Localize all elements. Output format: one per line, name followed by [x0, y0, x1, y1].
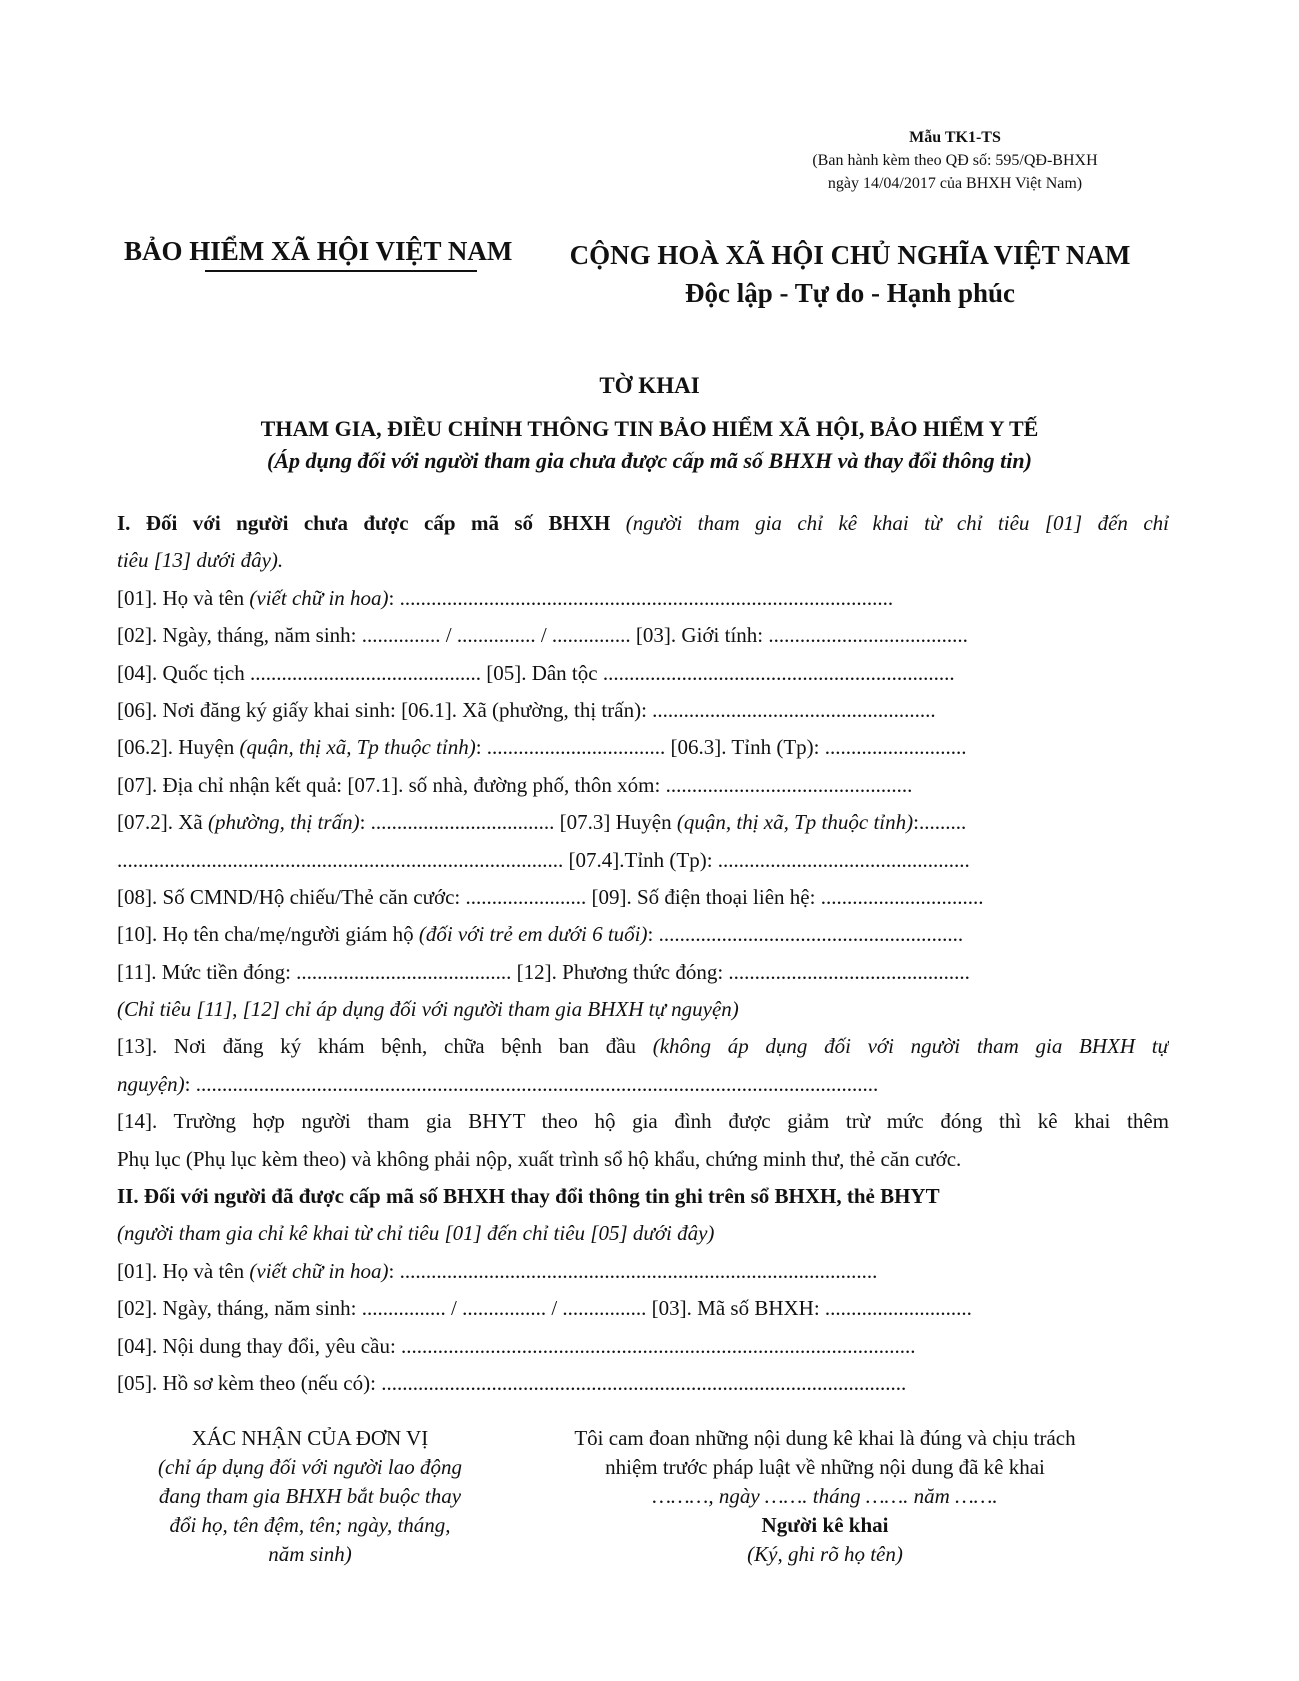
form-line-text: nguyện) — [117, 1071, 185, 1096]
form-line-text: (Chỉ tiêu [11], [12] chỉ áp dụng đối với người tham gia BHXH tự nguyện) — [117, 997, 739, 1022]
form-line — [117, 1028, 1169, 1065]
form-line-text: Phụ lục (Phụ lục kèm theo) và không phải nộp, xuất trình sổ hộ khẩu, chứng minh thư, thẻ căn cước. — [117, 1146, 962, 1171]
form-line — [117, 879, 1169, 916]
form-line-text: [04]. Quốc tịch ............................................ [05]. Dân tộc ................................................................... — [117, 660, 955, 685]
form-line-text: : .................................................................................................................................. — [184, 1071, 879, 1096]
form-line-text: tiêu [13] dưới đây). — [117, 548, 284, 573]
form-line — [117, 1103, 1169, 1140]
form-line — [117, 729, 1169, 766]
form-line — [117, 580, 1169, 617]
form-line-text: [04]. Nội dung thay đổi, yêu cầu: .................................................................................................. — [117, 1333, 916, 1358]
document-title: TỜ KHAI — [599, 373, 700, 398]
form-code-block — [800, 126, 1110, 195]
form-line-text: (quận, thị xã, Tp thuộc tỉnh) — [676, 810, 914, 835]
motto: Độc lập - Tự do - Hạnh phúc — [684, 278, 1016, 308]
form-line-text: [10]. Họ tên cha/mẹ/người giám hộ — [117, 922, 419, 947]
document-subtitle: THAM GIA, ĐIỀU CHỈNH THÔNG TIN BẢO HIỂM XÃ HỘI, BẢO HIỂM Y TẾ — [260, 416, 1039, 441]
form-line-text: [02]. Ngày, tháng, năm sinh: ................ / ................ / ................ [03]. Mã số BHXH: ............................ — [117, 1296, 972, 1321]
form-line — [117, 1290, 1169, 1327]
form-line — [117, 804, 1169, 841]
declarant-block — [520, 1424, 1130, 1569]
form-line-text: ..................................................................................... [07.4].Tỉnh (Tp): ................................................ — [117, 847, 970, 872]
form-line — [117, 655, 1169, 692]
form-line — [117, 991, 1169, 1028]
form-line-text: I. Đối với người chưa được cấp mã số BHXH — [117, 511, 611, 535]
form-line-text: [11]. Mức tiền đóng: ......................................... [12]. Phương thức đóng: .............................................. — [117, 959, 970, 984]
form-line — [117, 954, 1169, 991]
unit-confirmation-note: đang tham gia BHXH bắt buộc thay — [158, 1484, 462, 1508]
form-line-text: (không áp dụng đối với người tham gia BHXH tự — [652, 1034, 1169, 1059]
form-line-text: [08]. Số CMND/Hộ chiếu/Thẻ căn cước: ....................... [09]. Số điện thoại liên hệ: ............................... — [117, 884, 984, 909]
form-line-text: : .......................................................... — [647, 922, 964, 947]
unit-confirmation-note: (chỉ áp dụng đối với người lao động — [158, 1455, 462, 1479]
agency-underline — [205, 270, 477, 272]
issued-date: ngày 14/04/2017 của BHXH Việt Nam) — [827, 175, 1083, 192]
form-line — [117, 842, 1169, 879]
form-line — [117, 767, 1169, 804]
form-line — [117, 505, 1169, 542]
form-line — [117, 1365, 1169, 1402]
form-line — [117, 1328, 1169, 1365]
form-line-text: (đối với trẻ em dưới 6 tuổi) — [418, 922, 648, 947]
form-line-text: [06]. Nơi đăng ký giấy khai sinh: [06.1]. Xã (phường, thị trấn): ...................................................... — [117, 697, 936, 722]
document-scope: (Áp dụng đối với người tham gia chưa được cấp mã số BHXH và thay đổi thông tin) — [267, 448, 1032, 473]
issued-by: (Ban hành kèm theo QĐ số: 595/QĐ-BHXH — [812, 152, 1098, 169]
form-line-text: : .............................................................................................. — [388, 585, 894, 610]
form-body — [117, 505, 1169, 1402]
nation-block — [540, 236, 1160, 312]
form-line — [117, 1253, 1169, 1290]
unit-confirmation-note: đổi họ, tên đệm, tên; ngày, tháng, — [169, 1513, 451, 1537]
sign-note: (Ký, ghi rõ họ tên) — [747, 1542, 903, 1566]
form-line-text: [01]. Họ và tên — [117, 585, 250, 610]
form-line-text: [06.2]. Huyện — [117, 735, 240, 760]
form-line-text: [05]. Hồ sơ kèm theo (nếu có): .................................................................................................... — [117, 1370, 907, 1395]
form-line-text: : ........................................................................................... — [388, 1258, 878, 1283]
form-line — [117, 542, 1169, 579]
form-line-text: [07.2]. Xã — [117, 810, 208, 835]
unit-confirmation — [110, 1424, 510, 1569]
form-line — [117, 1215, 1169, 1252]
form-line-text: : .................................. [06.3]. Tỉnh (Tp): ........................... — [475, 735, 967, 760]
form-line — [117, 1066, 1169, 1103]
form-line — [117, 692, 1169, 729]
form-line-text: [13]. Nơi đăng ký khám bệnh, chữa bệnh ban đầu — [117, 1034, 653, 1059]
nation-name: CỘNG HOÀ XÃ HỘI CHỦ NGHĨA VIỆT NAM — [569, 240, 1131, 270]
form-line-text: (người tham gia chỉ kê khai từ chỉ tiêu [01] đến chỉ — [610, 511, 1169, 535]
form-line-text: (quận, thị xã, Tp thuộc tỉnh) — [239, 735, 476, 760]
pledge-text: nhiệm trước pháp luật về những nội dung đã kê khai — [605, 1455, 1045, 1479]
form-line-text: (viết chữ in hoa) — [249, 1258, 389, 1283]
unit-confirmation-title: XÁC NHẬN CỦA ĐƠN VỊ — [191, 1426, 429, 1450]
declarant-label: Người kê khai — [761, 1513, 889, 1537]
date-line: ………, ngày ……. tháng ……. năm ……. — [652, 1484, 998, 1508]
form-line-text: II. Đối với người đã được cấp mã số BHXH thay đổi thông tin ghi trên sổ BHXH, thẻ BHYT — [117, 1184, 940, 1209]
form-line-text: [02]. Ngày, tháng, năm sinh: ............... / ............... / ............... [03]. Giới tính: ...................................... — [117, 623, 968, 648]
form-line — [117, 1178, 1169, 1215]
form-line-text: [07]. Địa chỉ nhận kết quả: [07.1]. số nhà, đường phố, thôn xóm: ............................................... — [117, 772, 913, 797]
form-line-text: :......... — [913, 810, 967, 835]
form-line — [117, 1141, 1169, 1178]
unit-confirmation-note: năm sinh) — [268, 1542, 352, 1566]
agency-name: BẢO HIỂM XÃ HỘI VIỆT NAM — [124, 236, 513, 266]
form-line — [117, 617, 1169, 654]
form-line-text: (viết chữ in hoa) — [249, 585, 389, 610]
form-line-text: [14]. Trường hợp người tham gia BHYT theo hộ gia đình được giảm trừ mức đóng thì kê khai thêm — [117, 1109, 1169, 1134]
form-line-text: : ................................... [07.3] Huyện — [359, 810, 677, 835]
form-line-text: (người tham gia chỉ kê khai từ chỉ tiêu [01] đến chỉ tiêu [05] dưới đây) — [117, 1221, 715, 1246]
form-line-text: [01]. Họ và tên — [117, 1258, 250, 1283]
form-line-text: (phường, thị trấn) — [207, 810, 360, 835]
pledge-text: Tôi cam đoan những nội dung kê khai là đúng và chịu trách — [574, 1426, 1076, 1450]
form-code: Mẫu TK1-TS — [909, 129, 1001, 146]
form-line — [117, 916, 1169, 953]
